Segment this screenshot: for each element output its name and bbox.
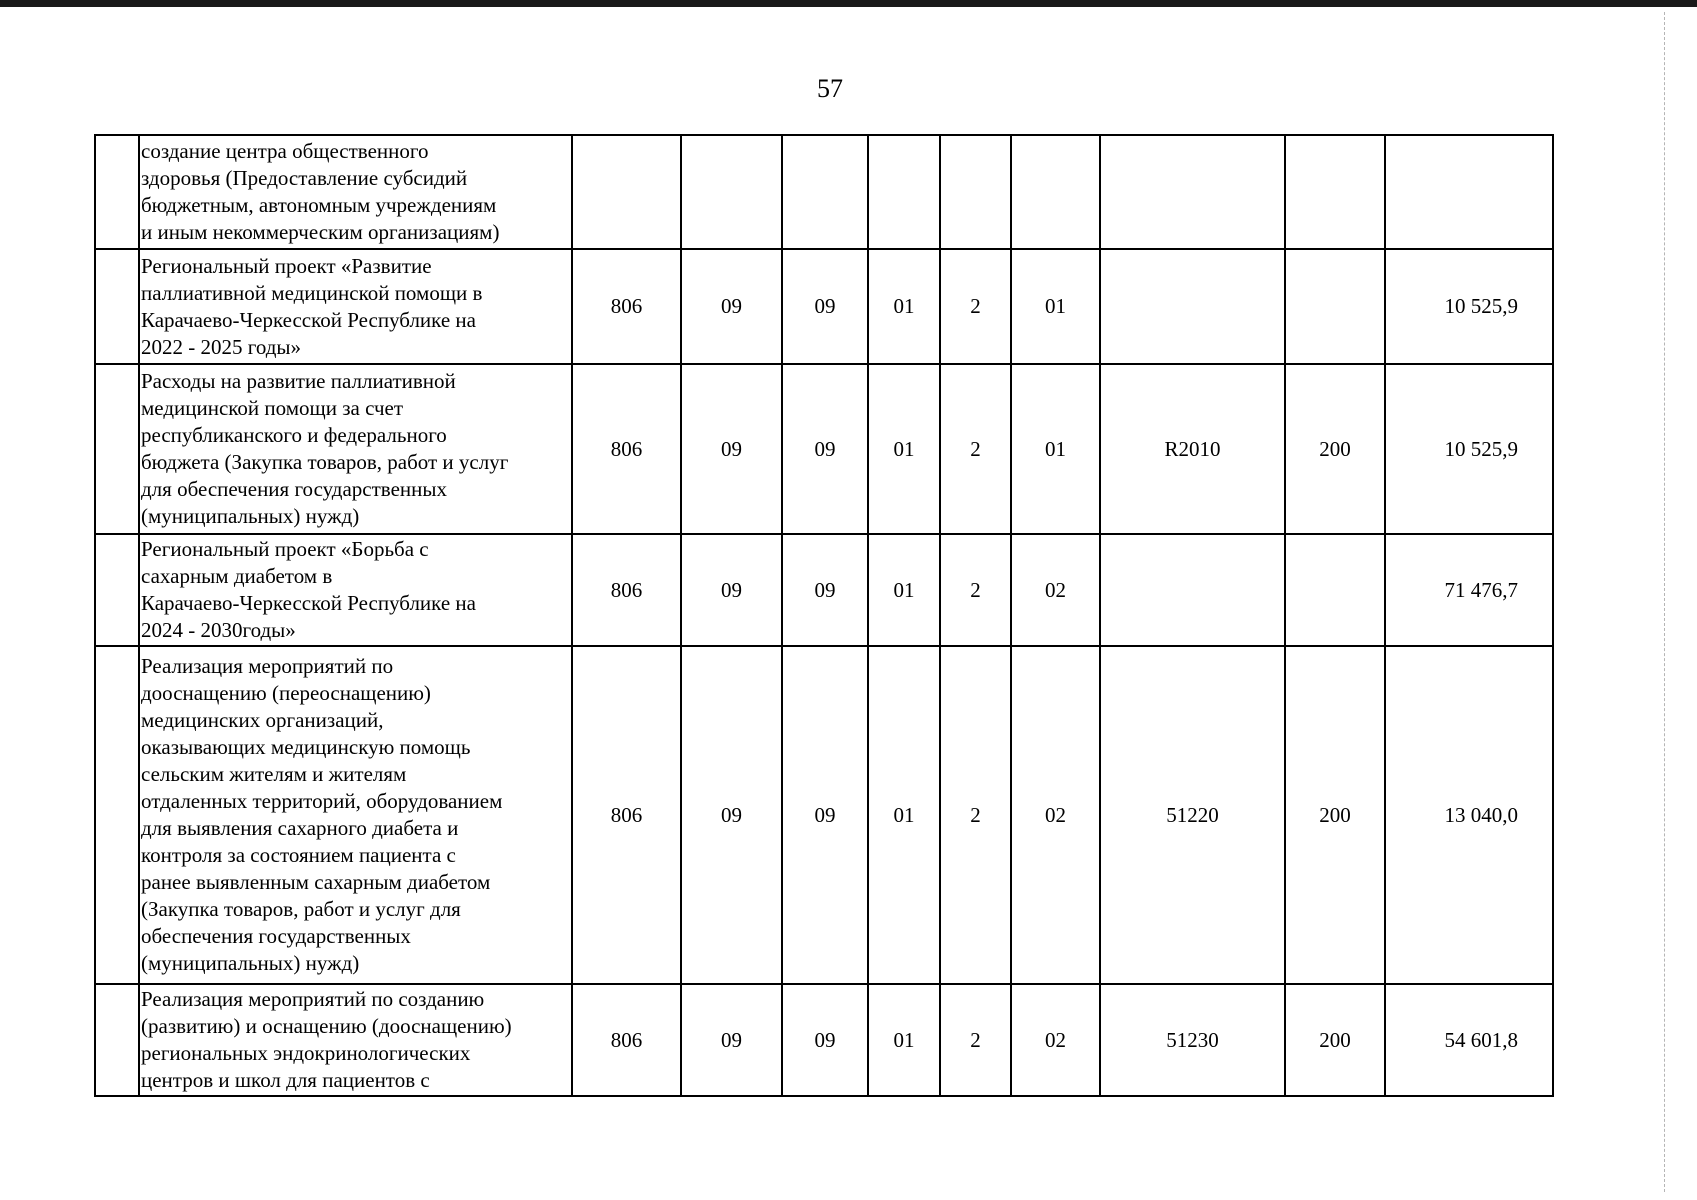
- target-article-4-cell: 51230: [1100, 984, 1285, 1096]
- target-article-1-cell: 01: [868, 646, 940, 984]
- table-row: [95, 364, 1553, 534]
- grbs-code-cell: 806: [572, 364, 681, 534]
- item-name-cell: [139, 646, 572, 984]
- target-article-4-cell: [1100, 249, 1285, 364]
- subsection-code-cell: 09: [782, 249, 868, 364]
- target-article-4-cell: [1100, 135, 1285, 249]
- item-name-line: медицинских организаций,: [141, 708, 384, 732]
- row-number-cell: [95, 364, 139, 534]
- item-name-cell: [139, 984, 572, 1096]
- scan-top-edge: [0, 0, 1697, 7]
- item-name-line: республиканского и федерального: [141, 423, 447, 447]
- item-name-line: бюджетным, автономным учреждениям: [141, 193, 497, 217]
- grbs-code-cell: 806: [572, 984, 681, 1096]
- item-name-line: обеспечения государственных: [141, 924, 411, 948]
- target-article-1-cell: 01: [868, 984, 940, 1096]
- scan-right-edge-line: [1664, 12, 1665, 1192]
- target-article-3-cell: 01: [1011, 249, 1100, 364]
- expense-type-cell: 200: [1285, 364, 1385, 534]
- target-article-1-cell: 01: [868, 534, 940, 646]
- row-number-cell: [95, 534, 139, 646]
- target-article-2-cell: [940, 135, 1011, 249]
- target-article-2-cell: 2: [940, 646, 1011, 984]
- section-code-cell: 09: [681, 646, 782, 984]
- item-name-line: ранее выявленным сахарным диабетом: [141, 870, 491, 894]
- item-name-line: Карачаево-Черкесской Республике на: [141, 307, 476, 332]
- table-row: [95, 135, 1553, 249]
- amount-cell: 10 525,9: [1385, 364, 1553, 534]
- item-name-cell: [139, 534, 572, 646]
- grbs-code-cell: 806: [572, 534, 681, 646]
- expense-type-cell: [1285, 534, 1385, 646]
- target-article-2-cell: 2: [940, 984, 1011, 1096]
- table-row: [95, 249, 1553, 364]
- table-row: [95, 984, 1553, 1096]
- item-name-line: и иным некоммерческим организациям): [141, 220, 500, 244]
- table-row: [95, 534, 1553, 646]
- item-name-line: для выявления сахарного диабета и: [141, 816, 459, 840]
- item-name-line: сельским жителям и жителям: [141, 762, 407, 786]
- amount-cell: [1385, 135, 1553, 249]
- page-number: 57: [817, 74, 843, 103]
- grbs-code-cell: 806: [572, 249, 681, 364]
- item-name-cell: [139, 364, 572, 534]
- amount-cell: 13 040,0: [1385, 646, 1553, 984]
- amount-cell: 10 525,9: [1385, 249, 1553, 364]
- row-number-cell: [95, 984, 139, 1096]
- grbs-code-cell: 806: [572, 646, 681, 984]
- item-name-line: Карачаево-Черкесской Республике на: [141, 591, 476, 615]
- target-article-1-cell: 01: [868, 364, 940, 534]
- expense-type-cell: 200: [1285, 984, 1385, 1096]
- subsection-code-cell: 09: [782, 984, 868, 1096]
- item-name-line: Расходы на развитие паллиативной: [141, 369, 456, 393]
- section-code-cell: [681, 135, 782, 249]
- section-code-cell: 09: [681, 364, 782, 534]
- target-article-2-cell: 2: [940, 534, 1011, 646]
- section-code-cell: 09: [681, 984, 782, 1096]
- target-article-1-cell: 01: [868, 249, 940, 364]
- amount-cell: 54 601,8: [1385, 984, 1553, 1096]
- item-name-line: Реализация мероприятий по созданию: [141, 987, 485, 1011]
- target-article-2-cell: 2: [940, 249, 1011, 364]
- item-name-line: бюджета (Закупка товаров, работ и услуг: [141, 450, 509, 474]
- target-article-3-cell: [1011, 135, 1100, 249]
- expense-type-cell: 200: [1285, 646, 1385, 984]
- item-name-cell: [139, 135, 572, 249]
- item-name-line: (развитию) и оснащению (дооснащению): [141, 1014, 512, 1038]
- target-article-2-cell: 2: [940, 364, 1011, 534]
- expense-type-cell: [1285, 249, 1385, 364]
- item-name-line: дооснащению (переоснащению): [141, 681, 431, 705]
- item-name-line: 2022 - 2025 годы»: [141, 334, 302, 359]
- row-number-cell: [95, 249, 139, 364]
- target-article-4-cell: R2010: [1100, 364, 1285, 534]
- item-name-line: медицинской помощи за счет: [141, 396, 404, 420]
- budget-table: [94, 134, 1554, 1097]
- item-name-cell: [139, 249, 572, 364]
- item-name-line: создание центра общественного: [141, 139, 429, 163]
- item-name-line: (муниципальных) нужд): [141, 951, 360, 975]
- item-name-line: здоровья (Предоставление субсидий: [141, 166, 468, 190]
- subsection-code-cell: 09: [782, 534, 868, 646]
- item-name-line: 2024 - 2030годы»: [141, 618, 296, 642]
- target-article-3-cell: 02: [1011, 646, 1100, 984]
- item-name-line: оказывающих медицинскую помощь: [141, 735, 471, 759]
- target-article-1-cell: [868, 135, 940, 249]
- item-name-line: сахарным диабетом в: [141, 564, 333, 588]
- table-row: [95, 646, 1553, 984]
- subsection-code-cell: 09: [782, 646, 868, 984]
- expense-type-cell: [1285, 135, 1385, 249]
- subsection-code-cell: 09: [782, 364, 868, 534]
- grbs-code-cell: [572, 135, 681, 249]
- item-name-line: региональных эндокринологических: [141, 1041, 471, 1065]
- item-name-line: (Закупка товаров, работ и услуг для: [141, 897, 461, 921]
- row-number-cell: [95, 135, 139, 249]
- section-code-cell: 09: [681, 534, 782, 646]
- row-number-cell: [95, 646, 139, 984]
- item-name-line: для обеспечения государственных: [141, 477, 447, 501]
- item-name-line: паллиативной медицинской помощи в: [141, 280, 483, 305]
- target-article-4-cell: 51220: [1100, 646, 1285, 984]
- target-article-3-cell: 01: [1011, 364, 1100, 534]
- item-name-line: Реализация мероприятий по: [141, 654, 394, 678]
- item-name-line: контроля за состоянием пациента с: [141, 843, 456, 867]
- target-article-3-cell: 02: [1011, 534, 1100, 646]
- subsection-code-cell: [782, 135, 868, 249]
- item-name-line: центров и школ для пациентов с: [141, 1068, 430, 1092]
- target-article-4-cell: [1100, 534, 1285, 646]
- item-name-line: Региональный проект «Борьба с: [141, 537, 429, 561]
- item-name-line: Региональный проект «Развитие: [141, 253, 432, 278]
- item-name-line: отдаленных территорий, оборудованием: [141, 789, 503, 813]
- item-name-line: (муниципальных) нужд): [141, 504, 360, 528]
- target-article-3-cell: 02: [1011, 984, 1100, 1096]
- amount-cell: 71 476,7: [1385, 534, 1553, 646]
- table-body: [95, 135, 1553, 1096]
- section-code-cell: 09: [681, 249, 782, 364]
